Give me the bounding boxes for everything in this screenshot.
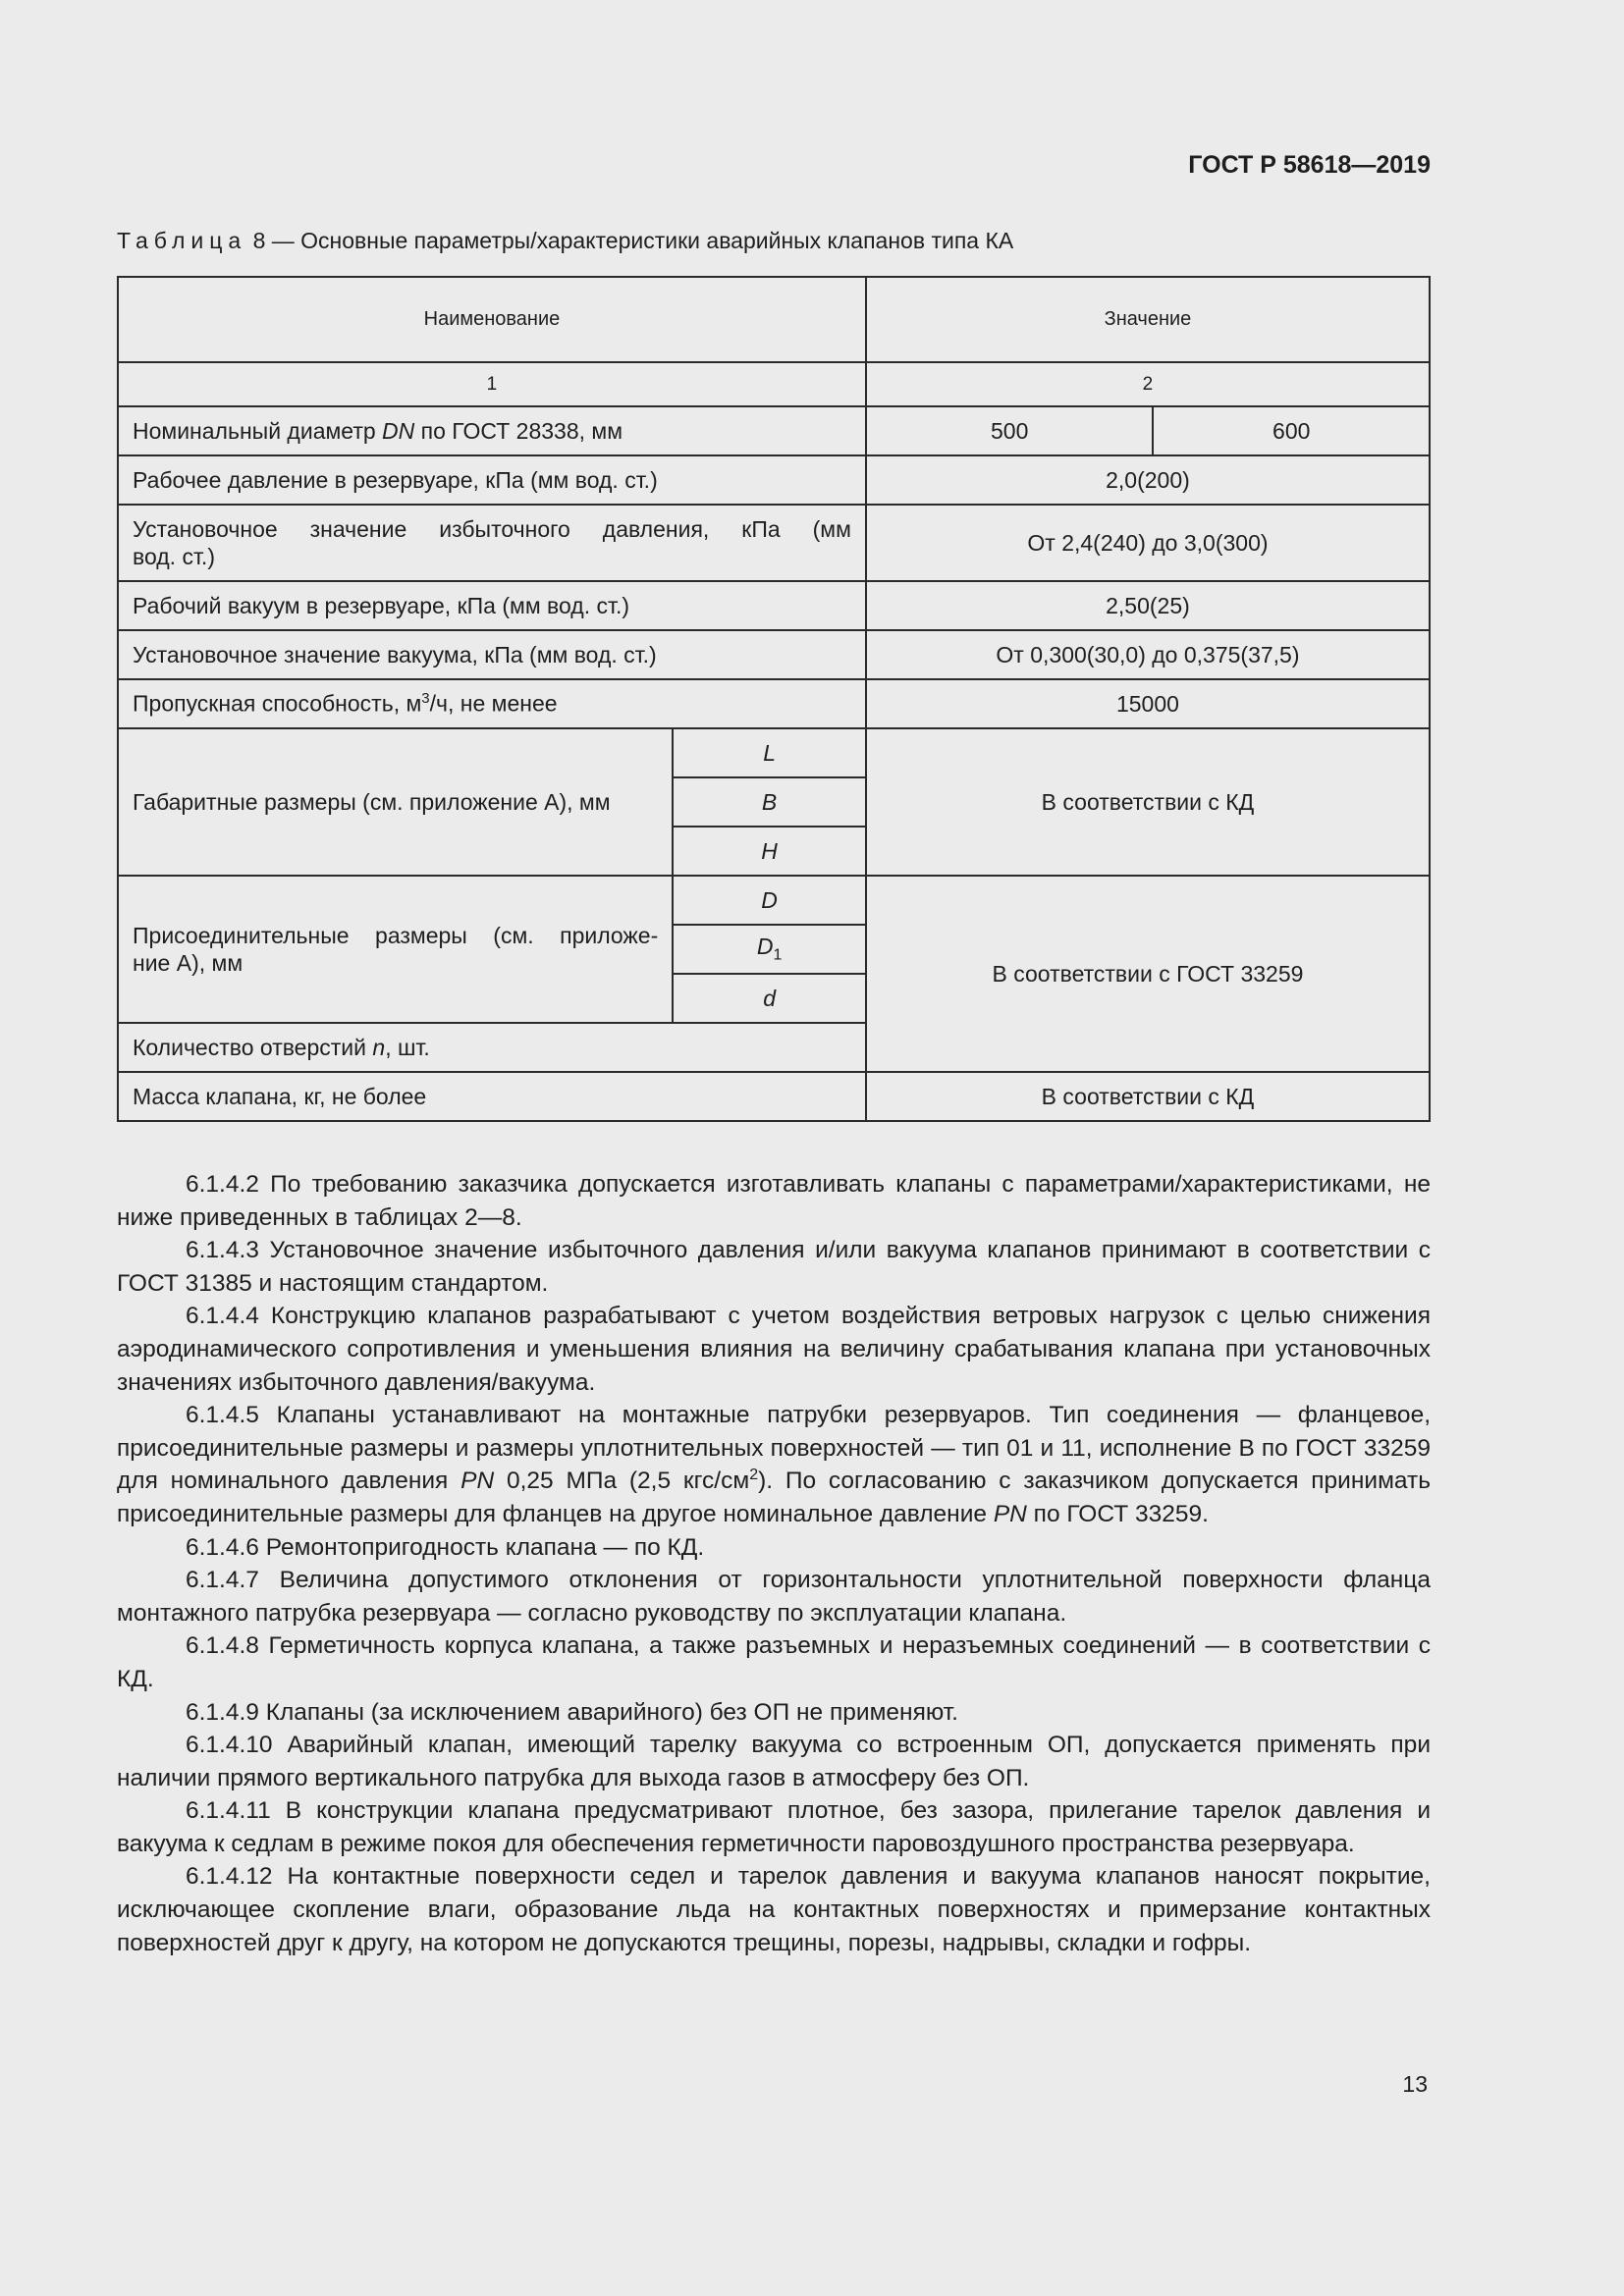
row-name: Рабочее давление в резервуаре, кПа (мм вод. ст.) (118, 455, 866, 505)
dim-symbol: B (673, 777, 866, 827)
paragraph: 6.1.4.12 На контактные поверхности седел и тарелок давления и вакуума клапанов наносят покрытие, исключающее скопление влаги, образование льда на контактных поверхностях и примерзание контактных поверхностей друг к другу, на котором не допускаются трещины, порезы, надрывы, складки и гофры. (117, 1863, 1431, 1956)
table-row (118, 455, 1430, 505)
row-name: Количество отверстий n, шт. (118, 1023, 866, 1072)
dim-symbol: L (673, 728, 866, 777)
row-value: 2,0(200) (866, 455, 1430, 505)
table-row (118, 505, 1430, 581)
dim-symbol: D (673, 876, 866, 925)
row-value: От 0,300(30,0) до 0,375(37,5) (866, 630, 1430, 679)
dim-symbol: d (673, 974, 866, 1023)
dim-symbol: H (673, 827, 866, 876)
col-number-2: 2 (866, 362, 1430, 406)
row-value: В соответствии с КД (866, 728, 1430, 876)
paragraph: 6.1.4.9 Клапаны (за исключением аварийного) без ОП не применяют. (186, 1698, 958, 1726)
col-number-1: 1 (118, 362, 866, 406)
table-row (118, 1072, 1430, 1121)
paragraph: 6.1.4.6 Ремонтопригодность клапана — по КД. (186, 1533, 705, 1561)
table-row (118, 728, 1430, 777)
paragraph: 6.1.4.5 Клапаны устанавливают на монтажные патрубки резервуаров. Тип соединения — фланцевое, присоединительные размеры и размеры уплотнительных поверхностей — тип 01 и 11, исполнение В по ГОСТ 33259 для номинального давления PN 0,25 МПа (2,5 кгс/$см^2$). По согласованию с заказчиком допускается принимать присоединительные размеры для фланцев на другое номинальное давление PN по ГОСТ 33259. (117, 1402, 1432, 1527)
table-row (118, 581, 1430, 630)
row-name: Установочное значение избыточного давления, кПа (мм вод. ст.) (118, 505, 866, 581)
row-value: 500 (866, 406, 1154, 455)
header-name: Наименование (118, 277, 866, 362)
row-value: В соответствии с ГОСТ 33259 (866, 876, 1430, 1072)
table-number-row (118, 362, 1430, 406)
table-caption-label: Таблица (117, 228, 247, 253)
row-name: Рабочий вакуум в резервуаре, кПа (мм вод. ст.) (118, 581, 866, 630)
paragraph: 6.1.4.11 В конструкции клапана предусматривают плотное, без зазора, прилегание тарелок давления и вакуума к седлам в режиме покоя для обеспечения герметичности паровоздушного пространства резервуара. (117, 1797, 1431, 1857)
paragraph: 6.1.4.7 Величина допустимого отклонения от горизонтальности уплотнительной поверхности фланца монтажного патрубка резервуара — согласно руководству по эксплуатации клапана. (117, 1567, 1431, 1627)
table-row (118, 876, 1430, 925)
paragraph: 6.1.4.4 Конструкцию клапанов разрабатывают с учетом воздействия ветровых нагрузок с целью снижения аэродинамического сопротивления и уменьшения влияния на величину срабатывания клапана при установочных значениях избыточного давления/вакуума. (117, 1303, 1431, 1396)
row-name: Габаритные размеры (см. приложение А), мм (118, 728, 673, 876)
table-row (118, 679, 1430, 728)
row-name: Номинальный диаметр DN по ГОСТ 28338, мм (118, 406, 866, 455)
table-caption-text: 8 — Основные параметры/характеристики аварийных клапанов типа КА (246, 228, 1014, 253)
body-text (117, 1168, 1431, 1959)
document-code: ГОСТ Р 58618—2019 (1188, 151, 1431, 179)
parameters-table (117, 276, 1431, 1122)
page-number: 13 (1402, 2071, 1428, 2097)
row-name: Присоединительные размеры (см. приложе- ние А), мм (118, 876, 673, 1023)
paragraph: 6.1.4.2 По требованию заказчика допускается изготавливать клапаны с параметрами/характеристиками, не ниже приведенных в таблицах 2—8. (117, 1171, 1431, 1231)
table-row (118, 630, 1430, 679)
row-name: Масса клапана, кг, не более (118, 1072, 866, 1121)
table-caption (117, 228, 1013, 254)
row-value: От 2,4(240) до 3,0(300) (866, 505, 1430, 581)
dim-symbol: $D_1$ (673, 925, 866, 974)
row-value: 600 (1153, 406, 1430, 455)
paragraph: 6.1.4.10 Аварийный клапан, имеющий тарелку вакуума со встроенным ОП, допускается применять при наличии прямого вертикального патрубка для выхода газов в атмосферу без ОП. (117, 1732, 1431, 1791)
row-value: 15000 (866, 679, 1430, 728)
table-row (118, 406, 1430, 455)
row-value: В соответствии с КД (866, 1072, 1430, 1121)
row-name: Установочное значение вакуума, кПа (мм вод. ст.) (118, 630, 866, 679)
row-value: 2,50(25) (866, 581, 1430, 630)
paragraph: 6.1.4.8 Герметичность корпуса клапана, а также разъемных и неразъемных соединений — в соответствии с КД. (117, 1632, 1431, 1692)
header-value: Значение (866, 277, 1430, 362)
paragraph: 6.1.4.3 Установочное значение избыточного давления и/или вакуума клапанов принимают в соответствии с ГОСТ 31385 и настоящим стандартом. (117, 1237, 1431, 1297)
row-name: Пропускная способность, $м^3/ч$, не менее (118, 679, 866, 728)
table-header-row (118, 277, 1430, 362)
